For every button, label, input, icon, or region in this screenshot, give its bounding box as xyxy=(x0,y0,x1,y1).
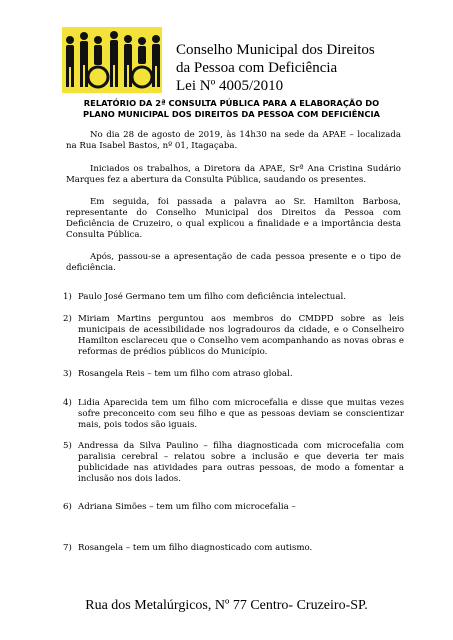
list-item-number: 5) xyxy=(63,441,72,451)
list-item-number: 4) xyxy=(63,398,72,408)
paragraph-speaker: Em seguida, foi passada a palavra ao Sr. Hamilton Barbosa, representante do Conselho Municipal dos Direitos da Pessoa com Deficiência de Cruzeiro, o qual explicou a finalidade e a importância desta Consulta Pública. xyxy=(66,197,401,240)
report-title-line1: RELATÓRIO DA 2ª CONSULTA PÚBLICA PARA A ELABORAÇÃO DO xyxy=(83,98,380,108)
list-item xyxy=(63,292,404,303)
report-title xyxy=(60,98,403,120)
paragraph-opening: Iniciados os trabalhos, a Diretora da APAE, Srª Ana Cristina Sudário Marques fez a abertura da Consulta Pública, saudando os presentes. xyxy=(66,164,401,185)
list-item xyxy=(63,543,404,554)
org-name-line1: Conselho Municipal dos Direitos xyxy=(176,42,375,58)
list-item-text: Rosangela – tem um filho diagnosticado com autismo. xyxy=(78,543,313,553)
list-item-number: 2) xyxy=(63,314,72,324)
paragraph-meeting-info: No dia 28 de agosto de 2019, às 14h30 na sede da APAE – localizada na Rua Isabel Bastos, nº 01, Itagaçaba. xyxy=(66,130,401,151)
footer-address: Rua dos Metalúrgicos, Nº 77 Centro- Cruzeiro-SP. xyxy=(85,598,368,613)
list-item-number: 3) xyxy=(63,369,72,379)
list-item xyxy=(63,314,404,358)
law-number: Lei Nº 4005/2010 xyxy=(176,78,284,94)
list-item xyxy=(63,369,404,380)
list-item xyxy=(63,398,404,431)
council-logo xyxy=(62,27,162,93)
list-item-text: Andressa da Silva Paulino – filha diagnosticada com microcefalia com paralisia cerebral – relatou sobre a inclusão e que deveria ter mais publicidade nas atividades para outras pessoas, de modo a fomentar a inclusão nos dois lados. xyxy=(78,441,404,484)
list-item-text: Lidia Aparecida tem um filho com microcefalia e disse que muitas vezes sofre preconceito com seu filho e que as pessoas deviam se conscientizar mais, pois todos são iguais. xyxy=(78,398,404,430)
list-item-text: Rosangela Reis – tem um filho com atraso global. xyxy=(78,369,293,379)
list-item-number: 1) xyxy=(63,292,72,302)
list-item-text: Miriam Martins perguntou aos membros do CMDPD sobre as leis municipais de acessibilidade nos logradouros da cidade, e o Conselheiro Hamilton esclareceu que o Conselho vem acompanhando as novas obras e reformas de prédios públicos do Município. xyxy=(78,314,404,357)
header xyxy=(176,41,375,95)
list-item-number: 7) xyxy=(63,543,72,553)
org-name-line2: da Pessoa com Deficiência xyxy=(176,60,338,76)
list-item-text: Paulo José Germano tem um filho com deficiência intelectual. xyxy=(78,292,346,302)
list-item xyxy=(63,502,404,513)
paragraph-presentations: Após, passou-se a apresentação de cada pessoa presente e o tipo de deficiência. xyxy=(66,252,401,273)
list-item-text: Adriana Simões – tem um filho com microcefalia – xyxy=(78,502,296,512)
report-title-line2: PLANO MUNICIPAL DOS DIREITOS DA PESSOA COM DEFICIÊNCIA xyxy=(83,109,380,119)
people-group-with-wheelchair-icon xyxy=(62,27,162,93)
list-item-number: 6) xyxy=(63,502,72,512)
list-item xyxy=(63,441,404,485)
